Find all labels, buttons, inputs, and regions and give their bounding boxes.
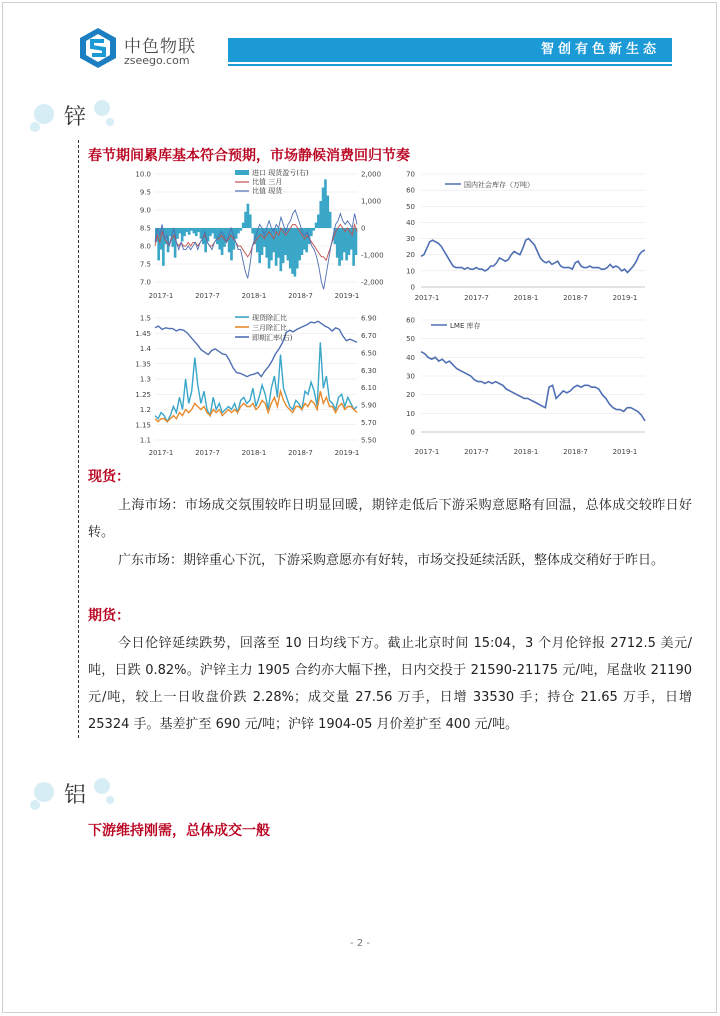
y-left-tick-label: 7.0 — [139, 278, 151, 287]
import-profit-bar — [315, 223, 318, 228]
import-profit-bar — [338, 228, 341, 266]
aluminum-section-title: 铝 — [64, 783, 87, 808]
decor-bubble — [106, 796, 114, 804]
x-tick-label: 2019-1 — [334, 292, 360, 300]
chart-title: 国内社会库存（万吨） — [464, 181, 534, 189]
y-right-tick-label: 1,000 — [361, 197, 382, 206]
y-right-tick-label: -2,000 — [361, 278, 384, 287]
aluminum-headline: 下游维持刚需，总体成交一般 — [88, 823, 270, 839]
x-tick-label: 2017-7 — [464, 294, 489, 302]
import-profit-bar — [214, 228, 217, 239]
decor-bubble — [94, 100, 110, 116]
y-tick-label: 70 — [406, 170, 415, 179]
zinc-headline: 春节期间累库基本符合预期，市场静候消费回归节奏 — [88, 148, 410, 164]
y-left-tick-label: 1.25 — [135, 390, 151, 399]
y-tick-label: 10 — [406, 267, 415, 276]
spot-label: 现货： — [88, 469, 130, 485]
import-profit-bar — [251, 228, 254, 233]
import-profit-bar — [270, 228, 273, 260]
y-right-tick-label: 5.90 — [361, 401, 377, 410]
y-left-tick-label: 1.45 — [135, 329, 151, 338]
y-tick-label: 60 — [406, 186, 415, 195]
y-right-tick-label: 6.90 — [361, 314, 377, 323]
x-tick-label: 2019-1 — [334, 449, 360, 457]
logo-url: zseego.com — [124, 54, 190, 67]
slogan-bar: 智创有色新生态 — [228, 38, 672, 62]
logo-icon — [76, 26, 120, 70]
y-left-tick-label: 1.1 — [139, 436, 151, 445]
futures-paragraph: 今日伦锌延续跌势，回落至 10 日均线下方。截止北京时间 15:04，3 个月伦锌报 2712.5 美元/吨，日跌 0.82%。沪锌主力 1905 合约亦大幅下挫，日内交投于 21590-21175 元/吨，尾盘收 21190 元/吨，较上一日收盘价跌 2.28%；成交量 27.56 万手，日增 33530 手；持仓 21.65 万手，日增 25324 手。基差扩至 690 元/吨；沪锌 1904-05 月价差扩至 400 元/吨。 — [88, 636, 692, 732]
import-profit-bar — [322, 188, 325, 229]
import-profit-bar — [237, 228, 240, 233]
lme-inventory-line — [421, 352, 645, 421]
y-tick-label: 30 — [406, 235, 415, 244]
import-profit-bar — [244, 212, 247, 228]
y-left-tick-label: 8.0 — [139, 242, 151, 251]
legend-label: 比值 现货 — [252, 187, 283, 195]
x-tick-label: 2018-7 — [288, 449, 313, 457]
import-profit-bar — [289, 228, 292, 269]
spot-paragraph-shanghai: 上海市场：市场成交氛围较昨日明显回暖，期锌走低后下游采购意愿略有回温，总体成交较昨日好转。 — [88, 498, 692, 540]
chart-ratio-import-svg — [125, 166, 395, 304]
import-profit-bar — [350, 228, 353, 250]
y-left-tick-label: 7.5 — [139, 260, 151, 269]
import-profit-bar — [324, 179, 327, 228]
y-left-tick-label: 1.15 — [135, 421, 151, 430]
import-profit-bar — [326, 196, 329, 228]
y-tick-label: 0 — [410, 283, 415, 292]
legend-label: 即期汇率(右) — [252, 334, 293, 342]
chart-fx-ratio — [125, 310, 395, 460]
x-tick-label: 2017-1 — [414, 294, 440, 302]
import-profit-bar — [190, 228, 193, 231]
x-tick-label: 2019-1 — [612, 448, 638, 456]
company-logo — [76, 26, 206, 74]
import-profit-bar — [291, 228, 294, 274]
zinc-section-title: 锌 — [64, 105, 87, 130]
x-tick-label: 2018-1 — [241, 292, 267, 300]
legend-label: 进口 现货盈亏(右) — [252, 169, 309, 177]
y-tick-label: 30 — [406, 372, 415, 381]
import-profit-bar — [336, 228, 339, 258]
import-profit-bar — [279, 228, 282, 271]
import-profit-bar — [296, 228, 299, 269]
legend-swatch — [235, 170, 249, 175]
y-tick-label: 0 — [410, 428, 415, 437]
y-tick-label: 10 — [406, 409, 415, 418]
import-profit-bar — [249, 215, 252, 229]
spot-paragraph-guangdong: 广东市场：期锌重心下沉，下游采购意愿亦有好转，市场交投延续活跃，整体成交稍好于昨日。 — [118, 553, 665, 568]
import-profit-bar — [310, 228, 313, 236]
y-left-tick-label: 1.3 — [139, 375, 151, 384]
import-profit-bar — [195, 228, 198, 236]
y-right-tick-label: -1,000 — [361, 251, 384, 260]
x-tick-label: 2017-7 — [464, 448, 489, 456]
y-right-tick-label: 6.50 — [361, 349, 377, 358]
x-tick-label: 2018-7 — [563, 294, 588, 302]
y-left-tick-label: 1.5 — [139, 314, 151, 323]
x-tick-label: 2017-1 — [148, 449, 174, 457]
zinc-left-rule — [78, 140, 79, 738]
import-profit-bar — [345, 228, 348, 260]
import-profit-bar — [211, 228, 214, 233]
import-profit-bar — [247, 204, 250, 228]
x-tick-label: 2018-7 — [288, 292, 313, 300]
chart-fx-ratio-svg — [125, 310, 395, 460]
decor-bubble — [34, 104, 54, 124]
import-profit-bar — [200, 228, 203, 239]
futures-label: 期货： — [88, 608, 130, 624]
import-profit-bar — [235, 228, 238, 239]
chart-title: LME 库存 — [450, 322, 481, 330]
x-tick-label: 2017-1 — [414, 448, 440, 456]
y-left-tick-label: 9.0 — [139, 206, 151, 215]
chart-lme-inventory — [393, 312, 653, 462]
import-profit-bar — [176, 228, 179, 239]
x-tick-label: 2018-7 — [563, 448, 588, 456]
import-profit-bar — [317, 215, 320, 229]
y-right-tick-label: 5.50 — [361, 436, 377, 445]
y-tick-label: 20 — [406, 391, 415, 400]
import-profit-bar — [265, 228, 268, 258]
chart-lme-inventory-svg — [393, 312, 653, 462]
decor-bubble — [106, 118, 114, 126]
import-profit-bar — [197, 228, 200, 232]
chart-domestic-inventory-svg — [393, 166, 653, 306]
x-tick-label: 2018-1 — [241, 449, 267, 457]
x-tick-label: 2018-1 — [513, 448, 539, 456]
x-tick-label: 2017-7 — [195, 449, 220, 457]
x-tick-label: 2017-7 — [195, 292, 220, 300]
import-profit-bar — [242, 223, 245, 228]
y-left-tick-label: 1.2 — [139, 406, 151, 414]
y-left-tick-label: 10.0 — [135, 170, 151, 179]
decor-bubble — [94, 778, 110, 794]
page-number: - 2 - — [350, 938, 370, 949]
y-left-tick-label: 8.5 — [139, 224, 151, 233]
import-profit-bar — [319, 201, 322, 228]
legend-label: 三月除汇比 — [252, 324, 287, 332]
decor-bubble — [30, 800, 40, 810]
y-tick-label: 50 — [406, 335, 415, 344]
y-right-tick-label: 6.10 — [361, 384, 377, 393]
import-profit-bar — [312, 228, 315, 231]
legend-label: 现货除汇比 — [252, 314, 287, 322]
domestic-inventory-line — [421, 239, 645, 273]
decor-bubble — [30, 122, 40, 132]
import-profit-bar — [355, 228, 358, 255]
y-right-tick-label: 0 — [361, 224, 366, 233]
y-tick-label: 60 — [406, 316, 415, 325]
import-profit-bar — [181, 228, 184, 242]
decor-bubble — [34, 782, 54, 802]
import-profit-bar — [186, 228, 189, 232]
import-profit-bar — [341, 228, 344, 260]
import-profit-bar — [188, 228, 191, 235]
y-left-tick-label: 1.4 — [139, 345, 151, 353]
import-profit-bar — [209, 228, 212, 236]
import-profit-bar — [183, 228, 186, 236]
x-tick-label: 2019-1 — [612, 294, 638, 302]
y-tick-label: 50 — [406, 202, 415, 211]
import-profit-bar — [258, 228, 261, 263]
chart-ratio-import — [125, 166, 395, 304]
y-left-tick-label: 9.5 — [139, 188, 151, 197]
import-profit-bar — [178, 228, 181, 233]
import-profit-bar — [193, 228, 196, 233]
import-profit-bar — [294, 228, 297, 277]
import-profit-bar — [268, 228, 271, 269]
y-tick-label: 20 — [406, 251, 415, 260]
chart-domestic-inventory — [393, 166, 653, 306]
import-profit-bar — [240, 228, 243, 231]
import-profit-bar — [329, 212, 332, 228]
legend-label: 比值 三月 — [252, 178, 283, 186]
y-left-tick-label: 1.35 — [135, 360, 151, 369]
x-tick-label: 2017-1 — [148, 292, 174, 300]
y-right-tick-label: 6.30 — [361, 366, 377, 375]
y-tick-label: 40 — [406, 218, 415, 227]
aluminum-section-heading — [30, 774, 130, 814]
y-right-tick-label: 5.70 — [361, 419, 377, 428]
y-right-tick-label: 6.70 — [361, 331, 377, 340]
slogan-divider — [228, 64, 672, 66]
zinc-section-heading — [30, 96, 130, 136]
y-right-tick-label: 2,000 — [361, 170, 382, 179]
logo-name: 中色物联 — [124, 37, 196, 57]
x-tick-label: 2018-1 — [513, 294, 539, 302]
y-tick-label: 40 — [406, 353, 415, 362]
